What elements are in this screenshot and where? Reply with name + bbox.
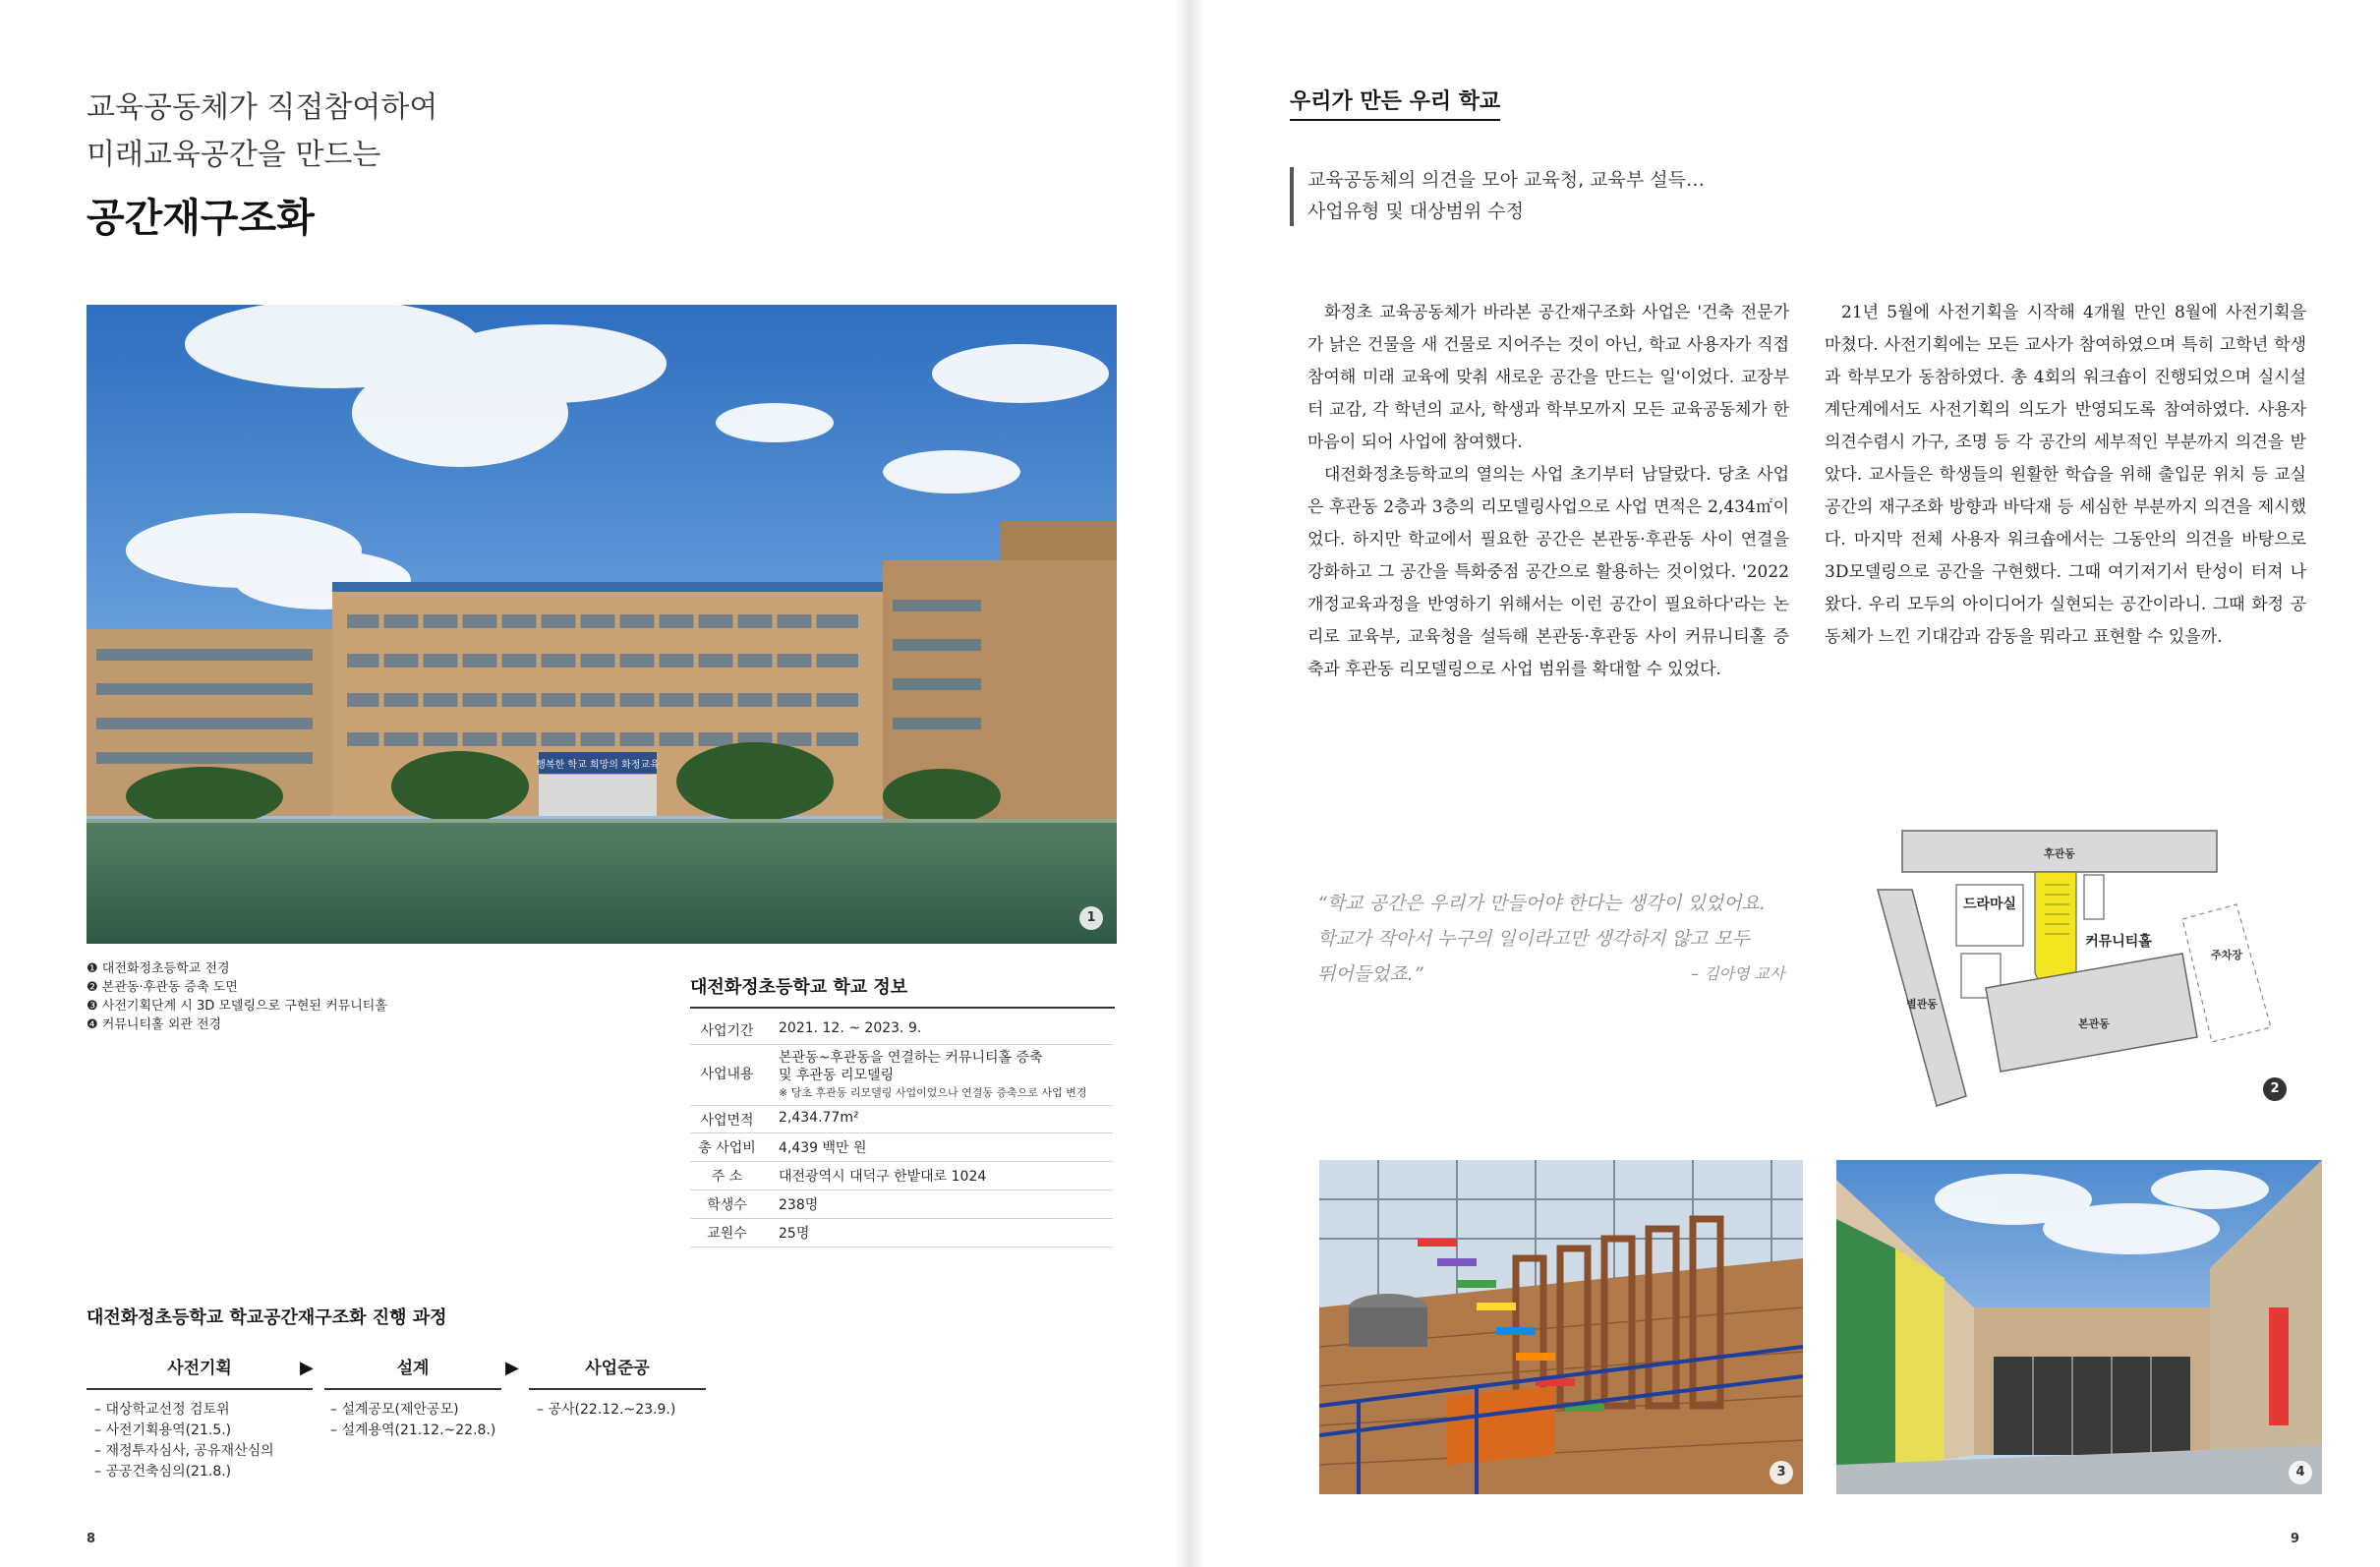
stage-header-completion: 사업준공 [529,1349,706,1390]
caption-item: ❹ 커뮤니티홀 외관 전경 [87,1017,222,1032]
school-info-title: 대전화정초등학교 학교 정보 [690,977,908,998]
info-value: 2021. 12. ~ 2023. 9. [779,1020,922,1036]
info-label: 주 소 [711,1169,743,1185]
info-row-students [690,1190,1113,1219]
stage-item: – 공사(22.12.~23.9.) [537,1402,676,1418]
info-label: 총 사업비 [698,1140,756,1156]
info-label: 사업기간 [700,1023,754,1039]
info-row-period [690,1016,1113,1045]
community-hall-illustration [1836,1160,2322,1494]
arrow-right-icon: ▶ [300,1358,314,1378]
info-note: ※ 당초 후관동 리모델링 사업이었으나 연결동 증축으로 사업 변경 [779,1086,1087,1099]
stage-header-design: 설계 [324,1349,501,1390]
quote-line-2: 학교가 작아서 누구의 일이라고만 생각하지 않고 모두 [1317,928,1751,950]
stage-header-planning: 사전기획 [87,1349,313,1390]
lead-line-1: 교육공동체의 의견을 모아 교육청, 교육부 설득… [1307,169,1705,191]
school-sign-text: 행복한 학교 희망의 화정교육 [536,760,660,771]
stage-items-design [330,1400,495,1441]
right-page [1190,0,2380,1567]
photo-number-4: 4 [2289,1461,2312,1484]
stage-item: – 설계공모(제안공모) [330,1402,459,1418]
body-column-1 [1307,297,1789,686]
school-exterior-photo [87,305,1117,944]
photo-number-1: 1 [1079,906,1103,930]
info-value: 본관동~후관동을 연결하는 커뮤니티홀 증축 [779,1050,1043,1066]
quote-line-1: “학교 공간은 우리가 만들어야 한다는 생각이 있었어요. [1317,893,1766,914]
lead-line-2: 사업유형 및 대상범위 수정 [1307,201,1525,222]
info-label: 사업면적 [700,1113,754,1129]
page-number-right: 9 [2291,1532,2300,1546]
info-value: 2,434.77m² [779,1110,859,1126]
intro-line-1: 교육공동체가 직접참여하여 [87,90,438,125]
info-row-content [690,1044,1113,1106]
info-label: 사업내용 [700,1067,754,1082]
info-value-line2: 및 후관동 리모델링 [779,1068,895,1083]
3d-modeling-render [1319,1160,1803,1494]
info-value: 238명 [779,1197,819,1213]
stage-item: – 공공건축심의(21.8.) [94,1464,232,1480]
body-paragraph: 대전화정초등학교의 열의는 사업 초기부터 남달랐다. 당초 사업은 후관동 2층과 3층의 리모델링사업으로 사업 면적은 2,434㎡이었다. 하지만 학교에서 필요한 공간은 본관동·후관동 사이 연결을 강화하고 그 공간을 특화중점 공간으로 활용하는 것이었다. '2022 개정교육과정을 반영하기 위해서는 이런 공간이 필요하다'라는 논리로 교육부, 교육청을 설득해 본관동·후관동 사이 커뮤니티홀 증축과 후관동 리모델링으로 사업 범위를 확대할 수 있었다. [1307,465,1789,679]
info-row-area [690,1105,1113,1133]
plan-label-drama: 드라마실 [1962,897,2017,912]
info-value: 25명 [779,1226,810,1242]
stage-items-completion [537,1400,675,1421]
info-row-budget [690,1132,1113,1162]
plan-label-annex: 별관동 [1906,998,1938,1011]
stage-item: – 설계용역(21.12.~22.8.) [330,1422,496,1438]
school-exterior-illustration [87,305,1117,944]
quote-line-3: 뛰어들었죠.” [1317,963,1423,985]
body-column-2 [1825,297,2306,654]
quote-author: – 김아영 교사 [1691,964,1785,983]
caption-item: ❷ 본관동·후관동 증축 도면 [87,980,238,995]
info-label: 교원수 [707,1226,747,1242]
stage-item: – 대상학교선정 검토위 [94,1402,230,1418]
process-title: 대전화정초등학교 학교공간재구조화 진행 과정 [87,1307,447,1328]
arrow-right-icon: ▶ [505,1358,519,1378]
stage-item: – 재정투자심사, 공유재산심의 [94,1443,274,1459]
lead-bar [1290,167,1294,226]
community-hall-exterior-photo [1836,1160,2322,1494]
photo-number-3: 3 [1770,1461,1793,1484]
caption-item: ❶ 대전화정초등학교 전경 [87,961,230,976]
stage-item: – 사전기획용역(21.5.) [94,1422,232,1438]
section-title: 우리가 만든 우리 학교 [1290,85,1500,121]
info-row-address [690,1161,1113,1190]
body-paragraph: 21년 5월에 사전기획을 시작해 4개월 만인 8월에 사전기획을 마쳤다. 사전기획에는 모든 교사가 참여하였으며 특히 고학년 학생과 학부모가 동참하였다. 총 4회의 워크숍이 진행되었으며 실시설계단계에서도 사전기획의 의도가 반영되도록 참여하였다. 사용자 의견수렴시 가구, 조명 등 각 공간의 세부적인 부분까지 의견을 받았다. 교사들은 학생들의 원활한 학습을 위해 출입문 위치 등 교실공간의 재구조화 방향과 바닥재 등 세심한 부분까지 의견을 제시했다. 마지막 전체 사용자 워크숍에서는 그동안의 의견을 바탕으로 3D모델링으로 공간을 구현했다. 그때 여기저기서 탄성이 터져 나왔다. 우리 모두의 아이디어가 실현되는 공간이라니. 그때 화정 공동체가 느낀 기대감과 감동을 뭐라고 표현할 수 있을까. [1825,303,2306,647]
info-label: 학생수 [707,1197,747,1213]
plan-label-parking: 주차장 [2211,949,2242,961]
3d-render-illustration [1319,1160,1803,1494]
caption-item: ❸ 사전기획단계 시 3D 모델링으로 구현된 커뮤니티홀 [87,999,387,1014]
school-info-table [690,973,1115,1268]
page-number-left: 8 [87,1532,96,1546]
book-spine-shadow [1175,0,1204,1567]
info-value: 4,439 백만 원 [779,1140,867,1156]
floor-plan-diagram [1848,816,2300,1140]
stage-items-planning [94,1400,274,1482]
plan-number: 2 [2263,1077,2287,1101]
plan-label-main-building: 본관동 [2078,1017,2110,1030]
intro-line-2: 미래교육공간을 만드는 [87,138,381,172]
page-title: 공간재구조화 [87,196,315,241]
body-paragraph: 화정초 교육공동체가 바라본 공간재구조화 사업은 '건축 전문가가 낡은 건물을 새 건물로 지어주는 것이 아닌, 학교 사용자가 직접 참여해 미래 교육에 맞춰 새로운 공간을 만드는 일'이었다. 교장부터 교감, 각 학년의 교사, 학생과 학부모까지 모든 교육공동체가 한마음이 되어 사업에 참여했다. [1307,303,1789,452]
info-title-rule [690,1007,1115,1009]
floor-plan-svg [1848,816,2300,1140]
info-row-teachers [690,1218,1113,1248]
info-value: 대전광역시 대덕구 한밭대로 1024 [779,1169,987,1185]
plan-label-community-hall: 커뮤니티홀 [2085,934,2152,950]
photo-caption-list [87,959,387,1034]
plan-label-back-building: 후관동 [2044,847,2075,860]
